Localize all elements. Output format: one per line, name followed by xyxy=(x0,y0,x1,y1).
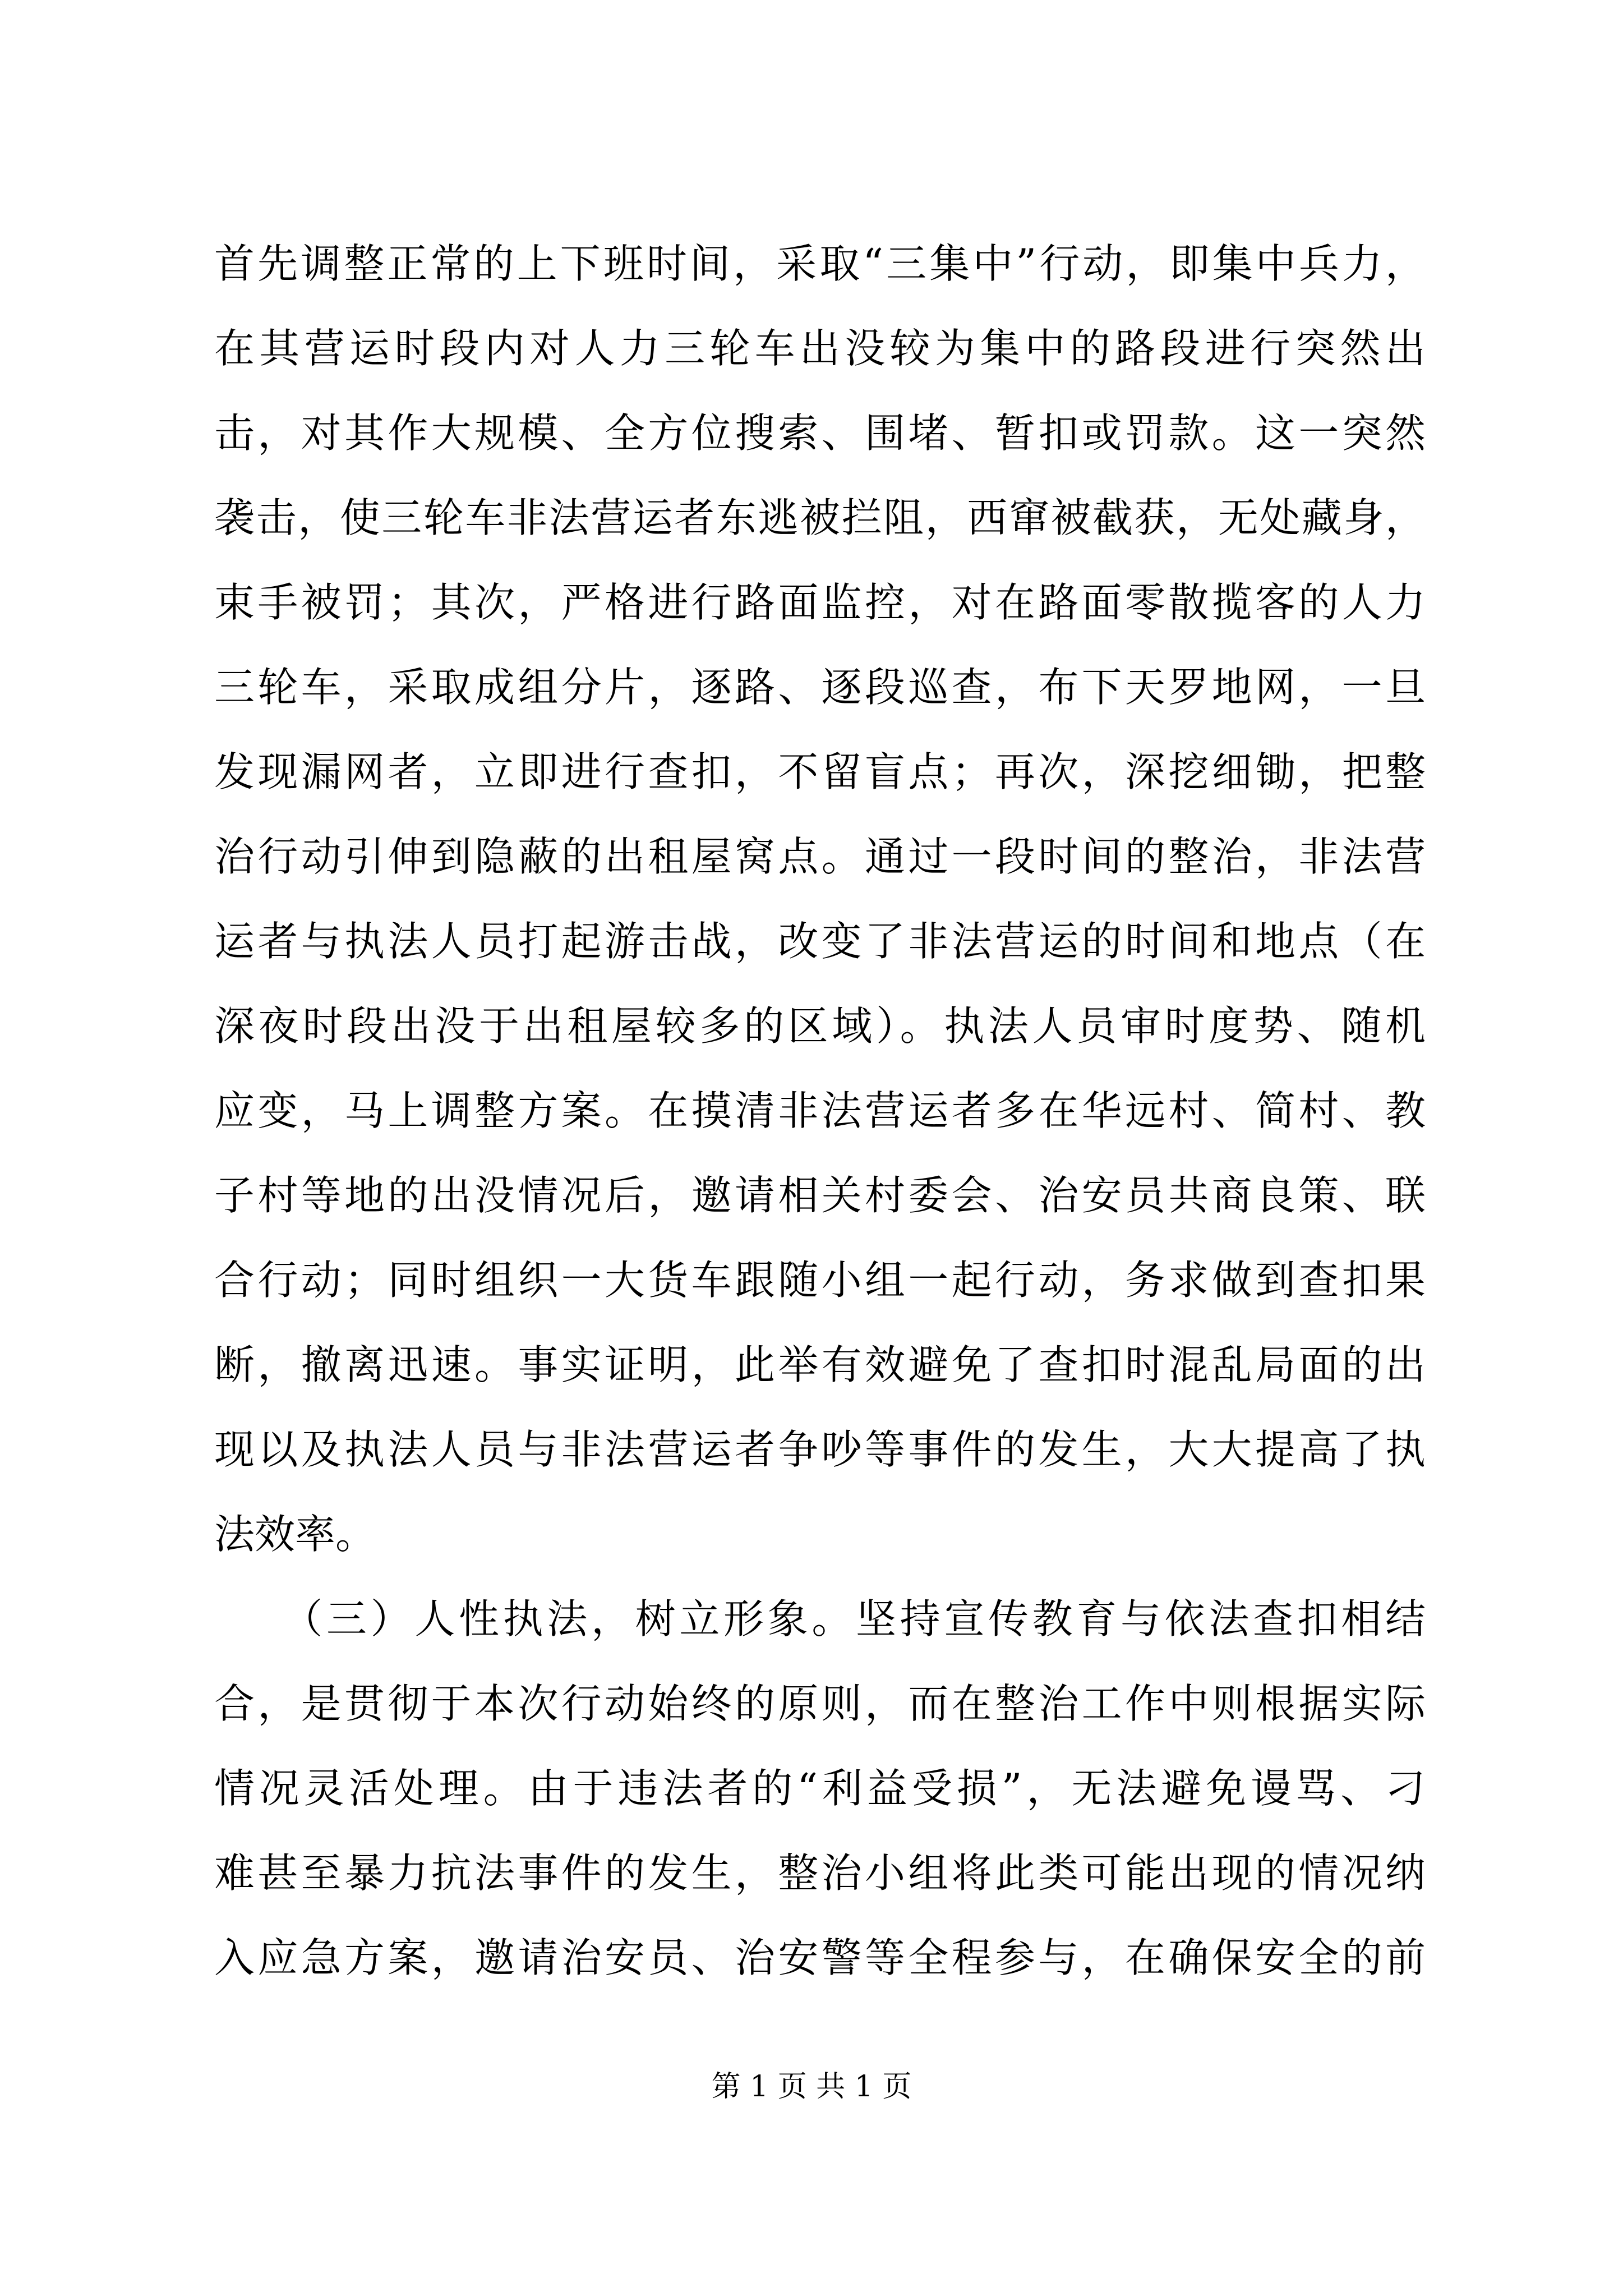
text-line: 难甚至暴力抗法事件的发生，整治小组将此类可能出现的情况纳 xyxy=(214,1849,1426,1897)
text-line: 运者与执法人员打起游击战，改变了非法营运的时间和地点（在 xyxy=(214,918,1426,965)
text-line: 入应急方案，邀请治安员、治安警等全程参与，在确保安全的前 xyxy=(214,1934,1426,1981)
text-line: 断，撤离迅速。事实证明，此举有效避免了查扣时混乱局面的出 xyxy=(214,1341,1426,1388)
text-line: 合行动；同时组织一大货车跟随小组一起行动，务求做到查扣果 xyxy=(214,1257,1426,1304)
text-line: 情况灵活处理。由于违法者的“利益受损”，无法避免谩骂、刁 xyxy=(214,1765,1426,1812)
page-number-footer: 第 1 页 共 1 页 xyxy=(711,2070,912,2104)
body-text xyxy=(214,222,1426,2000)
text-line: 束手被罚；其次，严格进行路面监控，对在路面零散揽客的人力 xyxy=(214,579,1426,626)
text-line: 子村等地的出没情况后，邀请相关村委会、治安员共商良策、联 xyxy=(214,1172,1426,1219)
text-line: 袭击，使三轮车非法营运者东逃被拦阻，西窜被截获，无处藏身， xyxy=(214,494,1426,541)
text-line: 应变，马上调整方案。在摸清非法营运者多在华远村、简村、教 xyxy=(214,1087,1426,1134)
text-line: 发现漏网者，立即进行查扣，不留盲点；再次，深挖细锄，把整 xyxy=(214,748,1426,795)
text-line: 合，是贯彻于本次行动始终的原则，而在整治工作中则根据实际 xyxy=(214,1680,1426,1727)
text-line: 在其营运时段内对人力三轮车出没较为集中的路段进行突然出 xyxy=(214,325,1426,372)
text-line: （三）人性执法，树立形象。坚持宣传教育与依法查扣相结 xyxy=(214,1595,1426,1642)
text-line: 击，对其作大规模、全方位搜索、围堵、暂扣或罚款。这一突然 xyxy=(214,409,1426,457)
text-line: 现以及执法人员与非法营运者争吵等事件的发生，大大提高了执 xyxy=(214,1426,1426,1473)
text-line: 首先调整正常的上下班时间，采取“三集中”行动，即集中兵力， xyxy=(214,240,1426,287)
text-line: 深夜时段出没于出租屋较多的区域）。执法人员审时度势、随机 xyxy=(214,1002,1426,1050)
text-line: 三轮车，采取成组分片，逐路、逐段巡查，布下天罗地网，一旦 xyxy=(214,664,1426,711)
text-line: 法效率。 xyxy=(214,1511,376,1558)
text-line: 治行动引伸到隐蔽的出租屋窝点。通过一段时间的整治，非法营 xyxy=(214,833,1426,880)
